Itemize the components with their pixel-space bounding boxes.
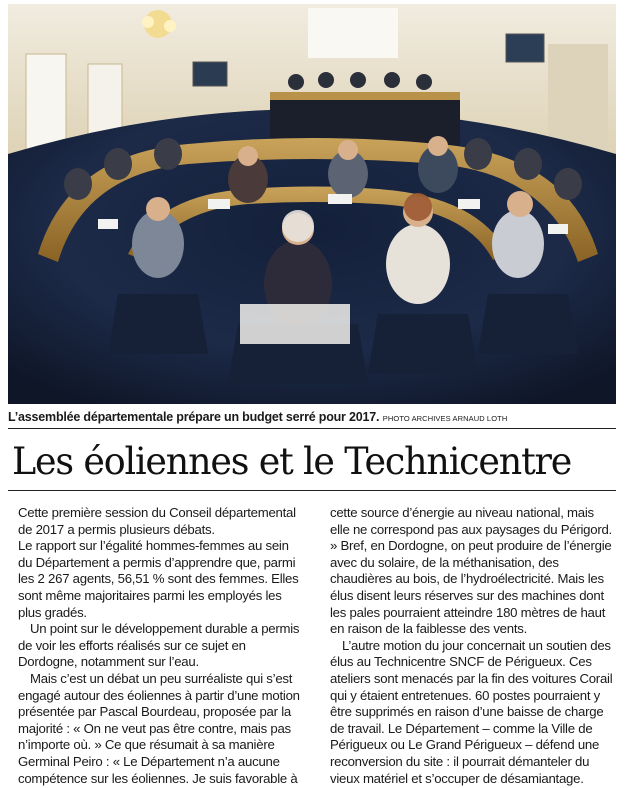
- paragraph: L’autre motion du jour concernait un soutien des élus au Technicentre SNCF de Périgueux. Ces ateliers sont menacés par la fin des voitures Corail qui y étaient entretenues. 60 postes pourraient y être supprimés en raison d’une baisse de charge de travail. Le Département – comme la Ville de Périgueux ou Le Grand Périgueux – défend une reconversion du site : il pourrait démanteler du vieux matériel et s’occuper de désamiantage.: [330, 637, 613, 786]
- caption-divider: [8, 428, 616, 429]
- article-headline: Les éoliennes et le Technicentre: [12, 440, 572, 483]
- paragraph: Le rapport sur l’égalité hommes-femmes au sein du Département a permis d’apprendre que, parmi les 2 267 agents, 56,51 % sont des femmes. Elles sont même majoritaires parmi les employés les plus gradés.: [18, 538, 299, 620]
- paragraph: Un point sur le développement durable a permis de voir les efforts réalisés sur ce sujet en Dordogne, notamment sur l’eau.: [18, 621, 300, 670]
- paragraph: cette source d’énergie au niveau national, mais elle ne correspond pas aux paysages du Périgord. » Bref, en Dordogne, on peut produire de l’énergie avec du solaire, de la méthanisation, des chaudières au bois, de l’hydroélectricité. Mais les élus disent leurs réserves sur des machines dont les pales pourraient atteindre 180 mètres de haut en raison de la faiblesse des vents.: [330, 505, 612, 637]
- photo-caption: [8, 409, 616, 427]
- article-column-right: [330, 505, 614, 787]
- photo-credit: PHOTO ARCHIVES ARNAUD LOTH: [382, 414, 508, 423]
- paragraph: Cette première session du Conseil départemental de 2017 a permis plusieurs débats.: [18, 505, 296, 537]
- assembly-photo: [8, 4, 616, 404]
- assembly-illustration: [8, 4, 616, 404]
- article-column-left: [18, 505, 302, 787]
- caption-text: L’assemblée départementale prépare un budget serré pour 2017.: [8, 410, 380, 424]
- headline-divider: [8, 490, 616, 491]
- paragraph: Mais c’est un débat un peu surréaliste qui s’est engagé autour des éoliennes à partir d’une motion présentée par Pascal Bourdeau, proposée par la majorité : « On ne veut pas être contre, mais pas n’importe où. » Ce que résumait à sa manière Germinal Peiro : « Le Département n’a aucune compétence sur les éoliennes. Je suis favorable à: [18, 670, 300, 786]
